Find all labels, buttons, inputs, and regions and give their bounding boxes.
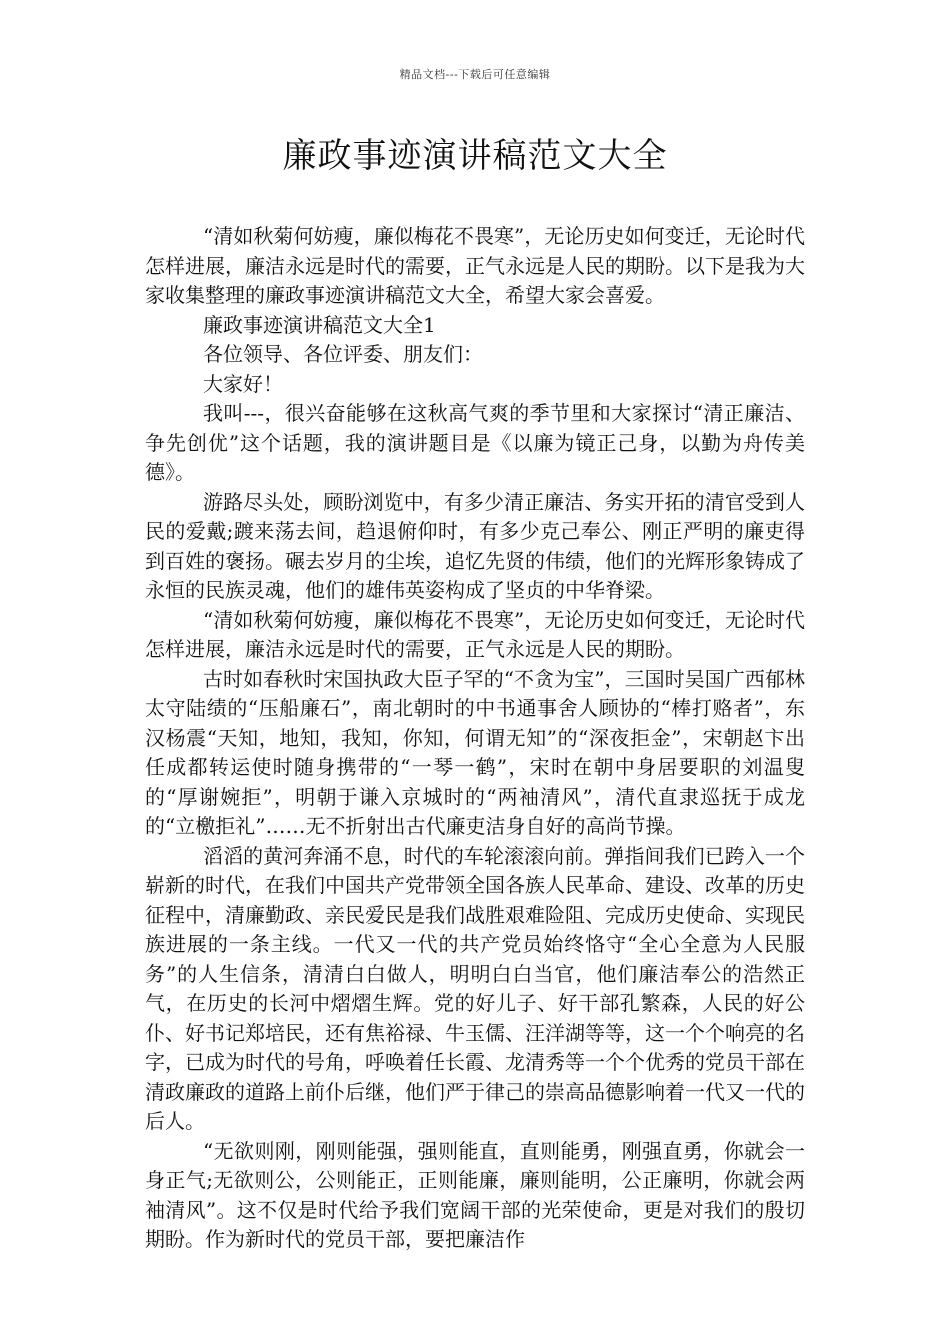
paragraph: “无欲则刚，刚则能强，强则能直，直则能勇，刚强直勇，你就会一身正气;无欲则公，公则能正，正则能廉，廉则能明，公正廉明，你就会两袖清风”。这不仅是时代给予我们宽阔干部的光荣使命，更是对我们的殷切期盼。作为新时代的党员干部，要把廉洁作 (145, 1138, 805, 1251)
paragraph: 廉政事迹演讲稿范文大全1 (203, 312, 436, 337)
header-note: 精品文档---下载后可任意编辑 (399, 68, 551, 81)
paragraph: “清如秋菊何妨瘦，廉似梅花不畏寒”，无论历史如何变迁，无论时代怎样进展，廉洁永远是时代的需要，正气永远是人民的期盼。 (145, 607, 805, 661)
document-body (145, 222, 805, 1255)
paragraph: 游路尽头处，顾盼浏览中，有多少清正廉洁、务实开拓的清官受到人民的爱戴;踱来荡去间，趋退俯仰时，有多少克己奉公、刚正严明的廉吏得到百姓的褒扬。碾去岁月的尘埃，追忆先贤的伟绩，他们的光辉形象铸成了永恒的民族灵魂，他们的雄伟英姿构成了坚贞的中华脊梁。 (145, 489, 805, 602)
document-title: 廉政事迹演讲稿范文大全 (282, 136, 668, 176)
paragraph: 各位领导、各位评委、朋友们： (203, 342, 483, 366)
paragraph: 滔滔的黄河奔涌不息，时代的车轮滚滚向前。弹指间我们已跨入一个崭新的时代，在我们中国共产党带领全国各族人民革命、建设、改革的历史征程中，清廉勤政、亲民爱民是我们战胜艰难险阻、完成历史使命、实现民族进展的一条主线。一代又一代的共产党员始终恪守“全心全意为人民服务”的人生信条，清清白白做人，明明白白当官，他们廉洁奉公的浩然正气，在历史的长河中熠熠生辉。党的好儿子、好干部孔繁森，人民的好公仆、好书记郑培民，还有焦裕禄、牛玉儒、汪洋湖等等，这一个个响亮的名字，已成为时代的号角，呼唤着任长霞、龙清秀等一个个优秀的党员干部在清政廉政的道路上前仆后继，他们严于律己的崇高品德影响着一代又一代的后人。 (145, 843, 805, 1133)
paragraph: 大家好！ (203, 371, 283, 396)
paragraph: 我叫---，很兴奋能够在这秋高气爽的季节里和大家探讨“清正廉洁、争先创优”这个话题，我的演讲题目是《以廉为镜正己身，以勤为舟传美德》。 (145, 401, 805, 484)
paragraph: “清如秋菊何妨瘦，廉似梅花不畏寒”，无论历史如何变迁，无论时代怎样进展，廉洁永远是时代的需要，正气永远是人民的期盼。以下是我为大家收集整理的廉政事迹演讲稿范文大全，希望大家会喜爱。 (145, 224, 805, 307)
paragraph: 古时如春秋时宋国执政大臣子罕的“不贪为宝”，三国时吴国广西郁林太守陆绩的“压船廉石”，南北朝时的中书通事舍人顾协的“棒打赂者”，东汉杨震“天知，地知，我知，你知，何谓无知”的“深夜拒金”，宋朝赵卞出任成都转运使时随身携带的“一琴一鹤”，宋时在朝中身居要职的刘温叟的“厚谢婉拒”，明朝于谦入京城时的“两袖清风”，清代直隶巡抚于成龙的“立檄拒礼”……无不折射出古代廉吏洁身自好的高尚节操。 (145, 666, 805, 838)
